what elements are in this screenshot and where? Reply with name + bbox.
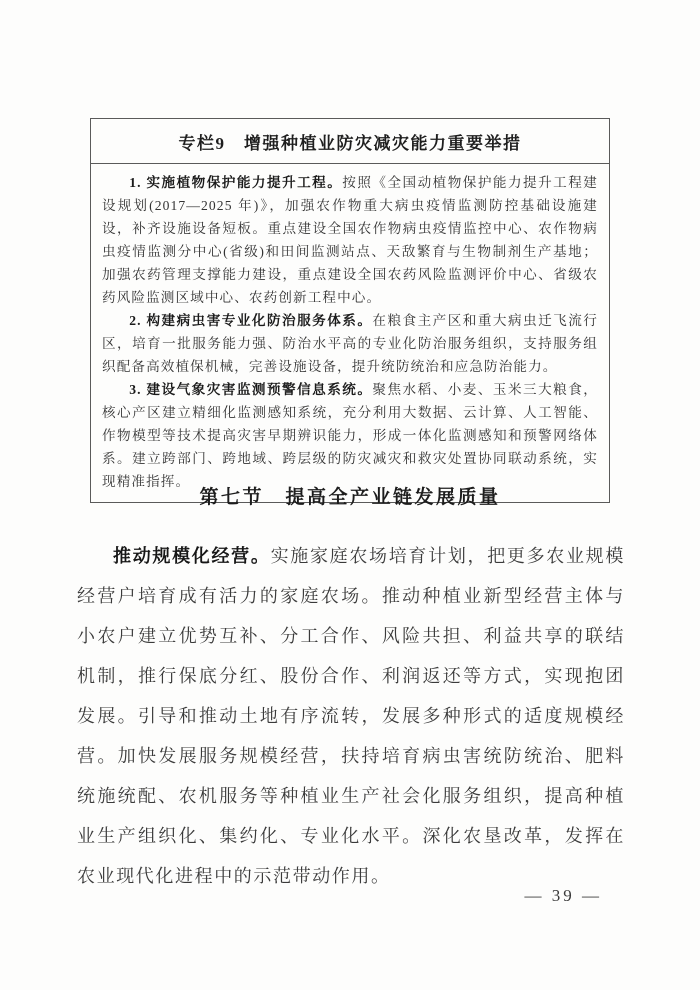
- section-heading: 第七节 提高全产业链发展质量: [199, 487, 501, 508]
- box-paragraph-3-text: 聚焦水稻、小麦、玉米三大粮食，核心产区建立精细化监测感知系统，充分利用大数据、云计算、人工智能、作物模型等技术提高灾害早期辨识能力，形成一体化监测感知和预警网络体系。建立跨部门、跨地域、跨层级的防灾减灾和救灾处置协同联动系统，实现精准指挥。: [102, 382, 598, 489]
- body-paragraph-text: 实施家庭农场培育计划，把更多农业规模经营户培育成有活力的家庭农场。推动种植业新型经营主体与小农户建立优势互补、分工合作、风险共担、利益共享的联结机制，推行保底分红、股份合作、利润返还等方式，实现抱团发展。引导和推动土地有序流转，发展多种形式的适度规模经营。加快发展服务规模经营，扶持培育病虫害统防统治、肥料统施统配、农机服务等种植业生产社会化服务组织，提高种植业生产组织化、集约化、专业化水平。深化农垦改革，发挥在农业现代化进程中的示范带动作用。: [77, 546, 625, 886]
- column-box-body: [91, 164, 609, 502]
- box-paragraph-3-lead: 3. 建设气象灾害监测预警信息系统。: [129, 382, 373, 397]
- box-paragraph-2-lead: 2. 构建病虫害专业化防治服务体系。: [129, 313, 373, 328]
- box-paragraph-2: [102, 309, 598, 378]
- box-paragraph-3: [102, 378, 598, 493]
- box-paragraph-1-text: 按照《全国动植物保护能力提升工程建设规划(2017—2025 年)》，加强农作物重大病虫疫情监测防控基础设施建设，补齐设施设备短板。重点建设全国农作物病虫疫情监控中心、农作物病虫疫情监测分中心(省级)和田间监测站点、天敌繁育与生物制剂生产基地；加强农药管理支撑能力建设，重点建设全国农药风险监测评价中心、省级农药风险监测区域中心、农药创新工程中心。: [102, 175, 598, 305]
- box-paragraph-1-lead: 1. 实施植物保护能力提升工程。: [129, 175, 343, 190]
- box-paragraph-1: [102, 171, 598, 309]
- body-paragraph: [77, 536, 625, 896]
- column-box-title: 专栏9 增强种植业防灾减灾能力重要举措: [91, 119, 609, 164]
- page-number: — 39 —: [524, 886, 602, 905]
- body-paragraph-lead: 推动规模化经营。: [113, 546, 271, 566]
- box-paragraph-2-text: 在粮食主产区和重大病虫迁飞流行区，培育一批服务能力强、防治水平高的专业化防治服务组织，支持服务组织配备高效植保机械，完善设施设备，提升统防统治和应急防治能力。: [102, 313, 598, 374]
- column-9-box: [90, 118, 610, 503]
